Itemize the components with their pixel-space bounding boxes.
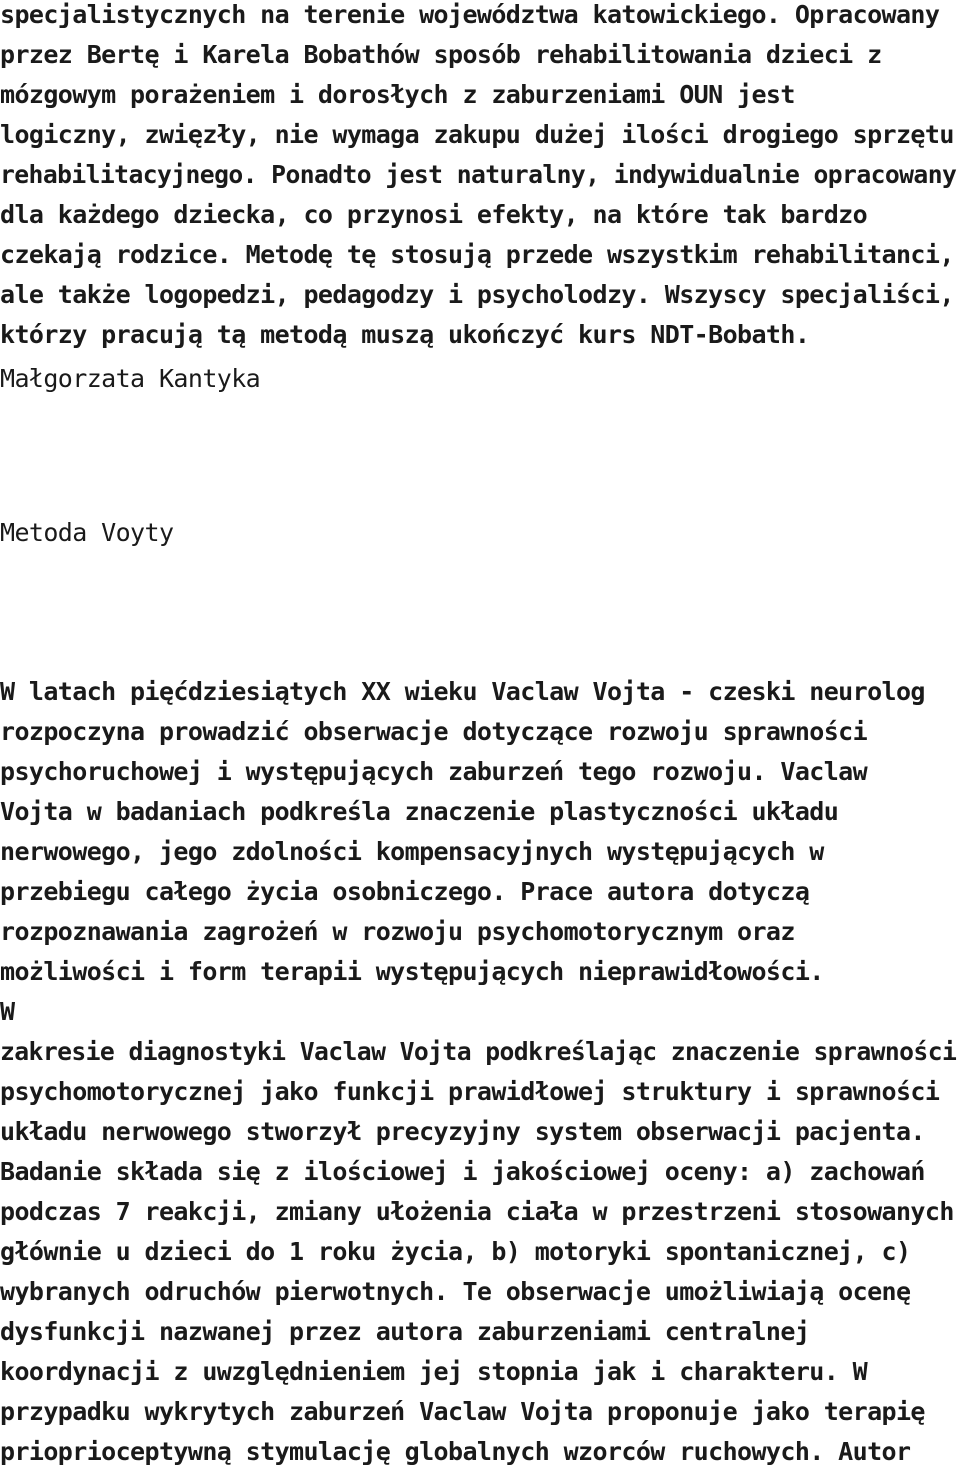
text-line: głównie u dzieci do 1 roku życia, b) motoryki spontanicznej, c) (0, 1237, 911, 1266)
text-line: podczas 7 reakcji, zmiany ułożenia ciała w przestrzeni stosowanych (0, 1197, 954, 1226)
text-line: ale także logopedzi, pedagodzy i psycholodzy. Wszyscy specjaliści, (0, 280, 954, 309)
text-line: Badanie składa się z ilościowej i jakościowej oceny: a) zachowań (0, 1157, 925, 1186)
text-line: przez Bertę i Karela Bobathów sposób rehabilitowania dzieci z (0, 40, 882, 69)
text-line: układu nerwowego stworzył precyzyjny system obserwacji pacjenta. (0, 1117, 925, 1146)
text-line: psychomotorycznej jako funkcji prawidłowej struktury i sprawności (0, 1077, 940, 1106)
text-line: dla każdego dziecka, co przynosi efekty, na które tak bardzo (0, 200, 868, 229)
text-line: prioprioceptywną stymulację globalnych wzorców ruchowych. Autor (0, 1437, 911, 1466)
author-name: Małgorzata Kantyka (0, 364, 261, 393)
text-line: logiczny, zwięzły, nie wymaga zakupu dużej ilości drogiego sprzętu (0, 120, 954, 149)
text-line: W latach pięćdziesiątych XX wieku Vaclaw Vojta - czeski neurolog (0, 677, 925, 706)
text-line: nerwowego, jego zdolności kompensacyjnych występujących w (0, 837, 824, 866)
text-line: koordynacji z uwzględnieniem jej stopnia jak i charakteru. W (0, 1357, 868, 1386)
text-line: rozpoznawania zagrożeń w rozwoju psychomotorycznym oraz (0, 917, 795, 946)
text-line: czekają rodzice. Metodę tę stosują przede wszystkim rehabilitanci, (0, 240, 954, 269)
section-title: Metoda Voyty (0, 518, 174, 547)
text-line: rozpoczyna prowadzić obserwacje dotyczące rozwoju sprawności (0, 717, 868, 746)
text-line: zakresie diagnostyki Vaclaw Vojta podkreślając znaczenie sprawności (0, 1037, 957, 1066)
text-line: możliwości i form terapii występujących nieprawidłowości. (0, 957, 824, 986)
text-line: mózgowym porażeniem i dorosłych z zaburzeniami OUN jest (0, 80, 795, 109)
text-line: specjalistycznych na terenie województwa katowickiego. Opracowany (0, 0, 940, 29)
text-line: wybranych odruchów pierwotnych. Te obserwacje umożliwiają ocenę (0, 1277, 911, 1306)
text-line: psychoruchowej i występujących zaburzeń tego rozwoju. Vaclaw (0, 757, 868, 786)
text-line: Vojta w badaniach podkreśla znaczenie plastyczności układu (0, 797, 839, 826)
text-line: przebiegu całego życia osobniczego. Prace autora dotyczą (0, 877, 810, 906)
text-line: którzy pracują tą metodą muszą ukończyć kurs NDT-Bobath. (0, 320, 810, 349)
text-line: przypadku wykrytych zaburzeń Vaclaw Vojta proponuje jako terapię (0, 1397, 925, 1426)
text-line: W (0, 997, 15, 1026)
text-line: rehabilitacyjnego. Ponadto jest naturalny, indywidualnie opracowany (0, 160, 957, 189)
text-line: dysfunkcji nazwanej przez autora zaburzeniami centralnej (0, 1317, 810, 1346)
